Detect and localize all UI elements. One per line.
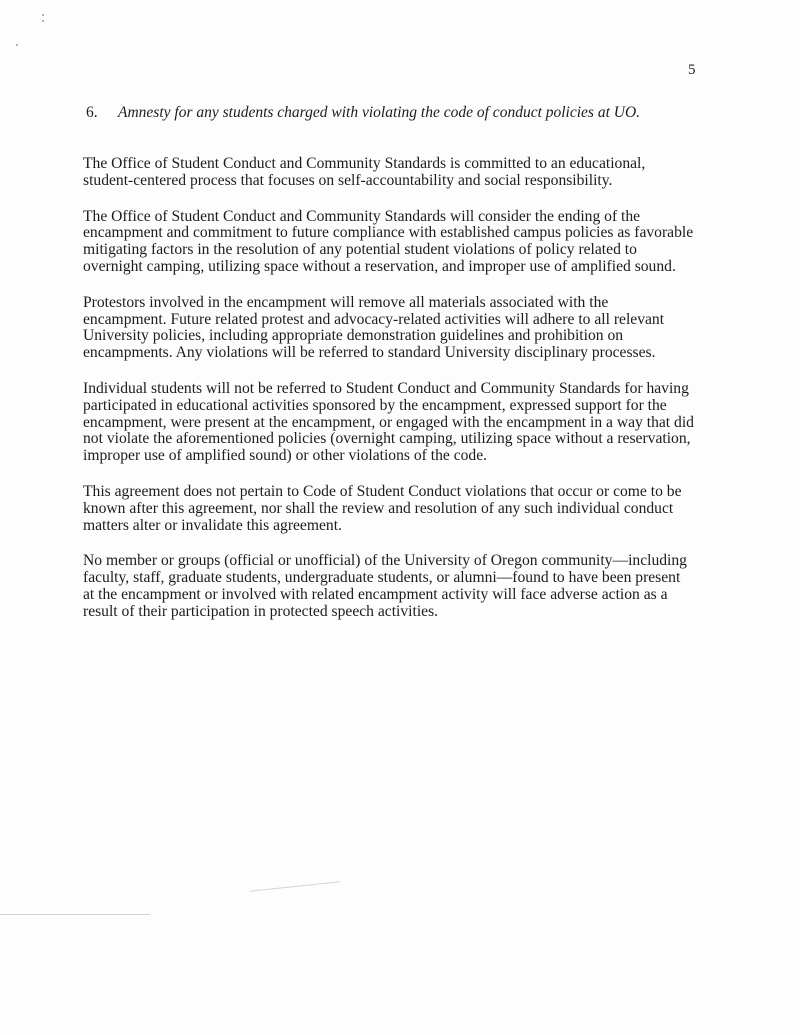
scan-speck — [42, 14, 44, 16]
scan-speck — [42, 20, 44, 22]
paragraph-no-adverse-action: No member or groups (official or unofficial) of the University of Oregon community—including faculty, staff, graduate students, undergraduate students, or alumni—found to have been present at the encampment or involved with related encampment activity will face adverse action as a result of their participation in protected speech activities. — [83, 552, 687, 620]
section-title: Amnesty for any students charged with violating the code of conduct policies at UO. — [118, 104, 641, 121]
paragraph-agreement-scope: This agreement does not pertain to Code of Student Conduct violations that occur or come to be known after this agreement, nor shall the review and resolution of any such individual conduct matters alter or invalidate this agreement. — [83, 482, 682, 534]
paragraph-protestors: Protestors involved in the encampment will remove all materials associated with the encampment. Future related protest and advocacy-related activities will adhere to all relevant University policies, including appropriate demonstration guidelines and prohibition on encampments. Any violations will be referred to standard University disciplinary processes. — [83, 293, 665, 362]
body-text — [83, 156, 695, 640]
scan-line — [250, 881, 340, 891]
scan-speck — [16, 44, 18, 46]
paragraph-individual-students: Individual students will not be referred to Student Conduct and Community Standards for having participated in educational activities sponsored by the encampment, expressed support for the encampment, were present at the encampment, or engaged with the encampment in a way that did not violate the aforementioned policies (overnight camping, utilizing space without a reservation, improper use of amplified sound) or other violations of the code. — [83, 379, 694, 465]
paragraph-commitment: The Office of Student Conduct and Community Standards is committed to an educational, student-centered process that focuses on self-accountability and social responsibility. — [83, 155, 646, 189]
paragraph-mitigating-factors: The Office of Student Conduct and Community Standards will consider the ending of the encampment and commitment to future compliance with established campus policies as favorable mitigating factors in the resolution of any potential student violations of policy related to overnight camping, utilizing space without a reservation, and improper use of amplified sound. — [83, 207, 694, 275]
section-heading — [86, 104, 726, 122]
page-number: 5 — [688, 62, 696, 78]
section-number: 6. — [86, 104, 98, 121]
scan-line — [0, 914, 150, 915]
